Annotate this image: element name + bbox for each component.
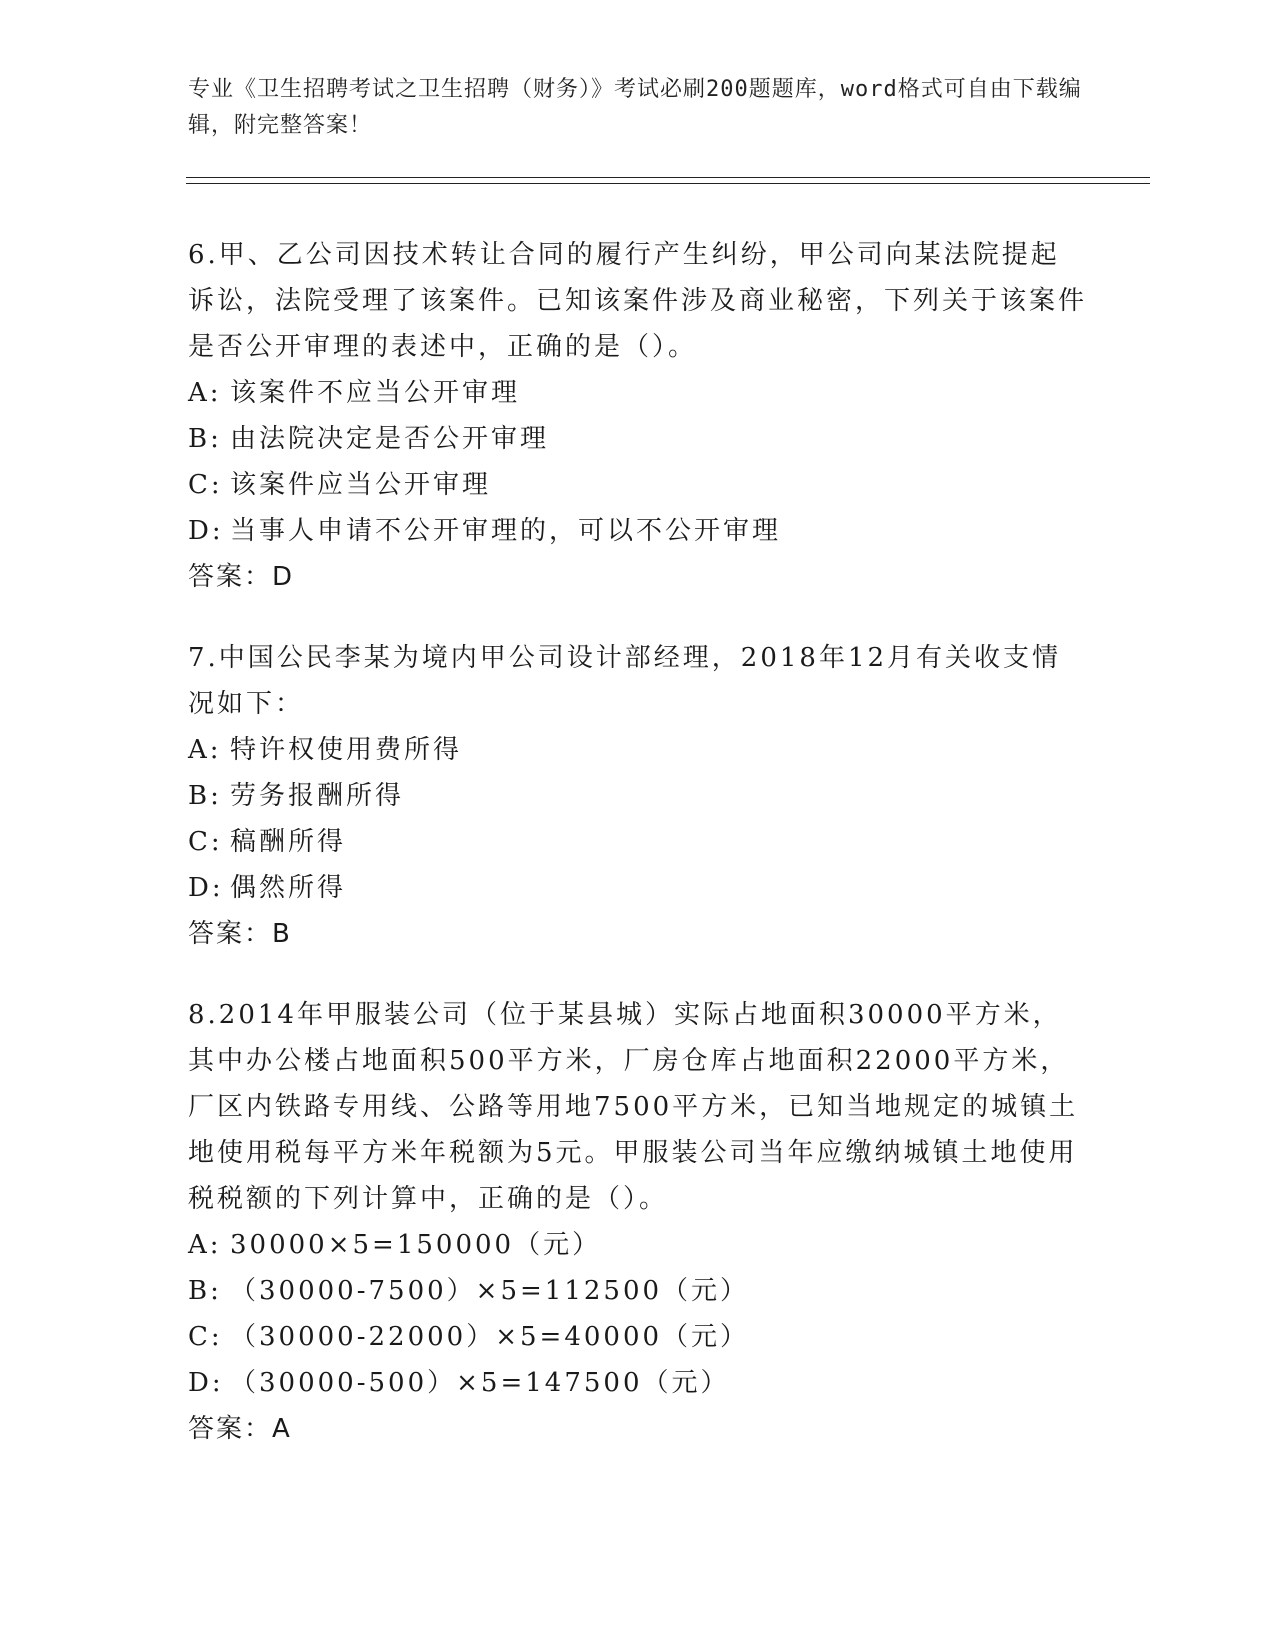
option-text: （30000-500）×5=147500（元）	[230, 1368, 730, 1398]
option-letter: A:	[188, 735, 222, 765]
option-d	[188, 1360, 1088, 1406]
option-d	[188, 508, 1088, 554]
option-letter: C:	[188, 827, 223, 857]
option-a	[188, 370, 1088, 416]
option-c	[188, 462, 1088, 508]
option-letter: C:	[188, 1322, 223, 1352]
option-letter: A:	[188, 378, 222, 408]
answer-label: 答案：D	[188, 562, 295, 592]
option-text: 特许权使用费所得	[230, 735, 463, 765]
option-a	[188, 1222, 1088, 1268]
question-8	[188, 992, 1088, 1452]
option-letter: B:	[188, 781, 222, 811]
option-letter: B:	[188, 424, 222, 454]
option-d	[188, 865, 1088, 911]
option-letter: D:	[188, 516, 224, 546]
divider-line-top	[186, 177, 1150, 178]
option-letter: A:	[188, 1230, 222, 1260]
option-b	[188, 1268, 1088, 1314]
question-7	[188, 635, 1088, 957]
answer-label: 答案：A	[188, 1414, 292, 1444]
option-text: 稿酬所得	[230, 827, 347, 857]
divider-line-bottom	[186, 183, 1150, 184]
option-letter: C:	[188, 470, 223, 500]
option-c	[188, 1314, 1088, 1360]
document-intro: 专业《卫生招聘考试之卫生招聘（财务）》考试必刷200题题库，word格式可自由下载编辑，附完整答案！	[188, 77, 1082, 138]
option-a	[188, 727, 1088, 773]
option-text: （30000-22000）×5=40000（元）	[230, 1322, 750, 1352]
answer-label: 答案：B	[188, 919, 292, 949]
option-text: 劳务报酬所得	[230, 781, 405, 811]
option-text: 由法院决定是否公开审理	[230, 424, 550, 454]
question-6	[188, 232, 1088, 600]
option-letter: D:	[188, 873, 224, 903]
option-text: 当事人申请不公开审理的，可以不公开审理	[230, 516, 782, 546]
option-letter: B:	[188, 1276, 222, 1306]
option-text: 偶然所得	[230, 873, 347, 903]
question-list	[188, 232, 1088, 1487]
option-b	[188, 773, 1088, 819]
option-letter: D:	[188, 1368, 224, 1398]
option-b	[188, 416, 1088, 462]
option-c	[188, 819, 1088, 865]
question-stem: 8.2014年甲服装公司（位于某县城）实际占地面积30000平方米，其中办公楼占地面积500平方米，厂房仓库占地面积22000平方米，厂区内铁路专用线、公路等用地7500平方米，已知当地规定的城镇土地使用税每平方米年税额为5元。甲服装公司当年应缴纳城镇土地使用税税额的下列计算中，正确的是（）。	[188, 1000, 1079, 1214]
option-text: 该案件应当公开审理	[230, 470, 492, 500]
option-text: 30000×5=150000（元）	[230, 1230, 602, 1260]
question-stem: 7.中国公民李某为境内甲公司设计部经理，2018年12月有关收支情况如下：	[188, 643, 1062, 719]
option-text: （30000-7500）×5=112500（元）	[230, 1276, 750, 1306]
question-stem: 6.甲、乙公司因技术转让合同的履行产生纠纷，甲公司向某法院提起诉讼，法院受理了该案件。已知该案件涉及商业秘密，下列关于该案件是否公开审理的表述中，正确的是（）。	[188, 240, 1088, 362]
option-text: 该案件不应当公开审理	[230, 378, 521, 408]
